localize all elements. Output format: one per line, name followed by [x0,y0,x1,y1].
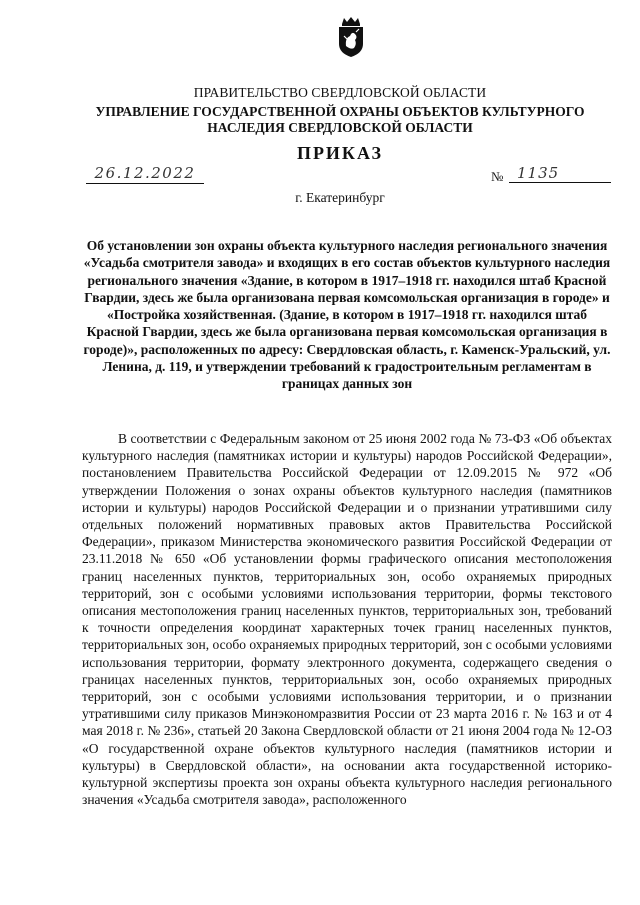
coat-of-arms-icon [336,16,366,58]
order-date: 26.12.2022 [86,164,204,184]
body-paragraph: В соответствии с Федеральным законом от 25 июня 2002 года № 73-ФЗ «Об объектах культурного наследия (памятниках истории и культуры) народов Российской Федерации», постановлением Правительства Российской Федерации от 12.09.2015 № 972 «Об утверждении Положения о зонах охраны объектов культурного наследия (памятников истории и культуры) народов Российской Федерации и о признании утратившими силу отдельных положений нормативных правовых актов Правительства Российской Федерации», приказом Министерства экономического развития Российской Федерации от 23.11.2018 № 650 «Об установлении формы графического описания местоположения границ населенных пунктов, территориальных зон, особо охраняемых природных территорий, зон с особыми условиями использования территории, формы текстового описания местоположения границ населенных пунктов, территориальных зон, требований к точности определения координат характерных точек границ населенных пунктов, территориальных зон, особо охраняемых природных территорий, зон с особыми условиями использования территории, формату электронного документа, содержащего сведения о границах населенных пунктов, территориальных зон, особо охраняемых природных территорий, зон с особыми условиями использования территории, и о признании утратившими силу приказов Минэкономразвития России от 23 марта 2016 г. № 163 и от 4 мая 2018 г. № 236», статьей 20 Закона Свердловской области от 21 июня 2004 года № 12-ОЗ «О государственной охране объектов культурного наследия (памятников истории и культуры) в Свердловской области», на основании акта государственной историко-культурной экспертизы проекта зон охраны объекта культурного наследия регионального значения «Усадьба смотрителя завода», расположенного [82,431,612,808]
number-label: № [491,169,504,184]
order-number: 1135 [509,164,611,183]
document-type: ПРИКАЗ [296,143,384,163]
city: г. Екатеринбург [295,190,385,205]
document-title: Об установлении зон охраны объекта культурного наследия регионального значения «Усадьба смотрителя завода» и входящих в его состав объектов культурного наследия регионального значения «Здание, в котором в 1917–1918 гг. находился штаб Красной Гвардии, здесь же была организована первая комсомольская организация в городе» и «Постройка хозяйственная. (Здание, в котором в 1917–1918 гг. находился штаб Красной Гвардии, здесь же была организована первая комсомольская организация в городе)», расположенных по адресу: Свердловская область, г. Каменск-Уральский, ул. Ленина, д. 119, и утверждении требований к градостроительным регламентам в границах данных зон [83,238,611,392]
government-name: ПРАВИТЕЛЬСТВО СВЕРДЛОВСКОЙ ОБЛАСТИ [193,85,487,100]
department-name: УПРАВЛЕНИЕ ГОСУДАРСТВЕННОЙ ОХРАНЫ ОБЪЕКТОВ КУЛЬТУРНОГО НАСЛЕДИЯ СВЕРДЛОВСКОЙ ОБЛАСТИ [95,104,585,135]
